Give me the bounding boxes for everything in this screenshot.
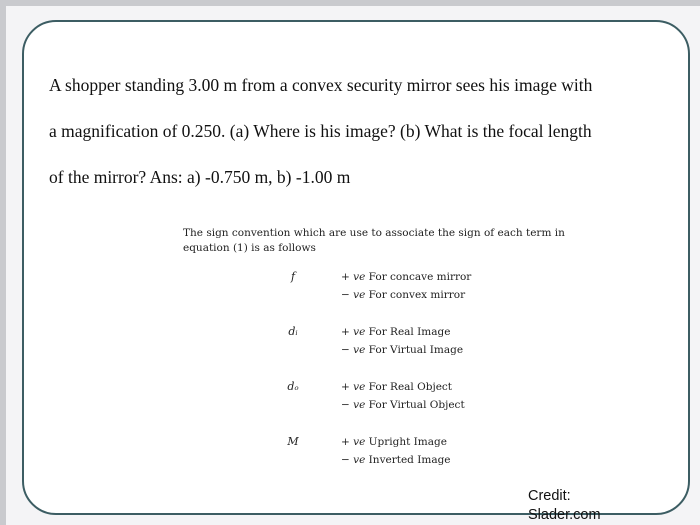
question-line-2: a magnification of 0.250. (a) Where is his image? (b) What is the focal length xyxy=(49,121,592,141)
rule-text: For concave mirror xyxy=(368,271,472,283)
minus-sign: − xyxy=(341,454,350,466)
negative-rule xyxy=(341,286,471,304)
convention-row-do xyxy=(183,378,603,418)
convention-descriptions xyxy=(341,378,465,414)
plus-sign: + xyxy=(341,436,350,448)
plus-sign: + xyxy=(341,326,350,338)
ve-text: ve xyxy=(353,399,366,411)
negative-rule xyxy=(341,396,465,414)
ve-text: ve xyxy=(353,436,366,448)
credit-source: Slader.com xyxy=(528,507,601,523)
rule-text: Inverted Image xyxy=(368,454,451,466)
convention-descriptions xyxy=(341,433,451,469)
convention-intro-line-1: The sign convention which are use to associate the sign of each term in xyxy=(183,227,565,239)
positive-rule xyxy=(341,323,463,341)
convention-row-m xyxy=(183,433,603,473)
window-left-bar xyxy=(0,0,6,525)
symbol-focal-length: f xyxy=(290,270,296,283)
convention-intro-line-2: equation (1) is as follows xyxy=(183,242,316,254)
convention-descriptions xyxy=(341,268,471,304)
negative-rule xyxy=(341,341,463,359)
rule-text: For convex mirror xyxy=(368,289,466,301)
negative-rule xyxy=(341,451,451,469)
minus-sign: − xyxy=(341,399,350,411)
convention-row-di xyxy=(183,323,603,363)
credit-note xyxy=(528,487,601,525)
rule-text: Upright Image xyxy=(368,436,447,448)
symbol-image-distance: dᵢ xyxy=(288,325,298,338)
ve-text: ve xyxy=(353,289,366,301)
plus-sign: + xyxy=(341,381,350,393)
convention-row-f xyxy=(183,268,603,308)
minus-sign: − xyxy=(341,344,350,356)
symbol-object-distance: dₒ xyxy=(287,380,299,393)
convention-descriptions xyxy=(341,323,463,359)
symbol-magnification: M xyxy=(287,435,299,448)
rule-text: For Virtual Object xyxy=(368,399,465,411)
rule-text: For Real Image xyxy=(368,326,451,338)
credit-label: Credit: xyxy=(528,488,571,504)
window-top-bar xyxy=(0,0,700,6)
ve-text: ve xyxy=(353,344,366,356)
rule-text: For Real Object xyxy=(368,381,453,393)
question-line-1: A shopper standing 3.00 m from a convex security mirror sees his image with xyxy=(49,75,593,95)
ve-text: ve xyxy=(353,326,366,338)
ve-text: ve xyxy=(353,381,366,393)
question-text xyxy=(49,62,669,200)
positive-rule xyxy=(341,433,451,451)
minus-sign: − xyxy=(341,289,350,301)
question-line-3: of the mirror? Ans: a) -0.750 m, b) -1.00 m xyxy=(49,167,351,187)
ve-text: ve xyxy=(353,454,366,466)
sign-convention-excerpt xyxy=(183,226,603,466)
positive-rule xyxy=(341,378,465,396)
ve-text: ve xyxy=(353,271,366,283)
positive-rule xyxy=(341,268,471,286)
rule-text: For Virtual Image xyxy=(368,344,464,356)
plus-sign: + xyxy=(341,271,350,283)
